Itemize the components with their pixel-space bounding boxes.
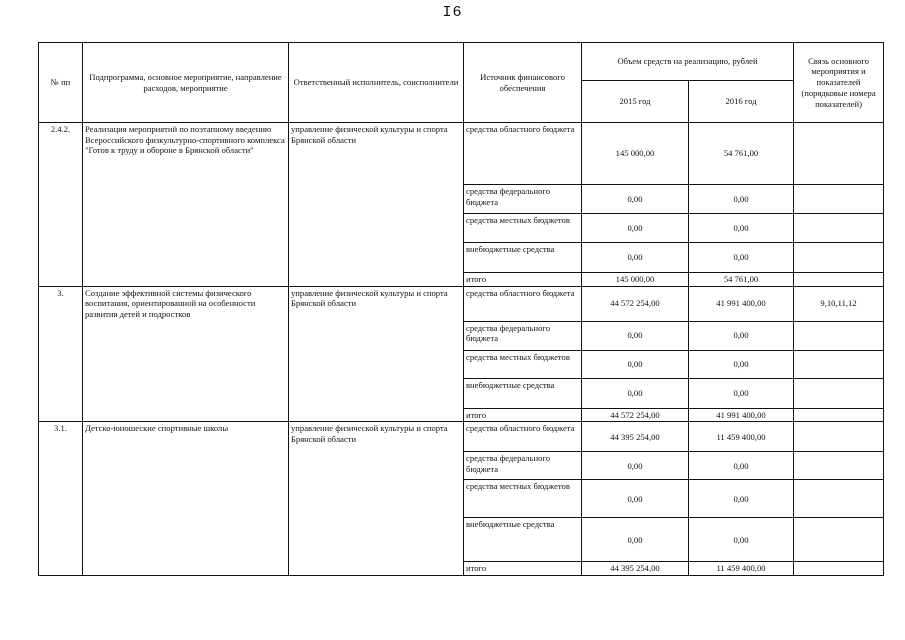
funding-source: итого (464, 273, 582, 287)
header-num: № пп (39, 43, 83, 123)
section-executor: управление физической культуры и спорта Брянской области (289, 286, 464, 422)
amount-2015: 0,00 (582, 243, 689, 273)
amount-2016: 54 761,00 (689, 123, 794, 185)
amount-2016: 0,00 (689, 214, 794, 243)
budget-table (38, 42, 884, 576)
indicator-link (794, 408, 884, 422)
indicator-link (794, 480, 884, 518)
table-row (39, 123, 884, 185)
amount-2016: 54 761,00 (689, 273, 794, 287)
indicator-link (794, 273, 884, 287)
table-header (39, 43, 884, 123)
amount-2015: 44 572 254,00 (582, 286, 689, 321)
amount-2016: 0,00 (689, 518, 794, 562)
header-volume: Объем средств на реализацию, рублей (582, 43, 794, 81)
funding-source: внебюджетные средства (464, 378, 582, 408)
amount-2015: 44 395 254,00 (582, 422, 689, 452)
section-name: Создание эффективной системы физического воспитания, ориентированной на особенности развития детей и подростков (83, 286, 289, 422)
indicator-link (794, 321, 884, 350)
indicator-link (794, 452, 884, 480)
amount-2015: 44 395 254,00 (582, 562, 689, 576)
amount-2015: 0,00 (582, 321, 689, 350)
funding-source: средства областного бюджета (464, 422, 582, 452)
amount-2015: 0,00 (582, 518, 689, 562)
indicator-link (794, 185, 884, 214)
indicator-link (794, 123, 884, 185)
funding-source: средства федерального бюджета (464, 452, 582, 480)
funding-source: средства областного бюджета (464, 123, 582, 185)
amount-2015: 44 572 254,00 (582, 408, 689, 422)
table-row (39, 422, 884, 452)
section-number: 2.4.2. (39, 123, 83, 287)
amount-2016: 0,00 (689, 185, 794, 214)
section-name: Детско-юношеские спортивные школы (83, 422, 289, 576)
funding-source: средства областного бюджета (464, 286, 582, 321)
amount-2015: 0,00 (582, 214, 689, 243)
amount-2016: 0,00 (689, 350, 794, 378)
amount-2016: 0,00 (689, 321, 794, 350)
amount-2016: 11 459 400,00 (689, 562, 794, 576)
indicator-link (794, 243, 884, 273)
indicator-link (794, 378, 884, 408)
header-executor: Ответственный исполнитель, соисполнители (289, 43, 464, 123)
amount-2015: 0,00 (582, 378, 689, 408)
funding-source: внебюджетные средства (464, 243, 582, 273)
indicator-link (794, 422, 884, 452)
amount-2016: 41 991 400,00 (689, 408, 794, 422)
header-program: Подпрограмма, основное мероприятие, направление расходов, мероприятие (83, 43, 289, 123)
amount-2016: 0,00 (689, 480, 794, 518)
header-source: Источник финансового обеспечения (464, 43, 582, 123)
section-name: Реализация мероприятий по поэтапному введению Всероссийского физкультурно-спортивного комплекса "Готов к труду и обороне в Брянской области" (83, 123, 289, 287)
table-body (39, 123, 884, 576)
funding-source: средства федерального бюджета (464, 185, 582, 214)
amount-2016: 41 991 400,00 (689, 286, 794, 321)
funding-source: средства местных бюджетов (464, 480, 582, 518)
funding-source: внебюджетные средства (464, 518, 582, 562)
indicator-link (794, 518, 884, 562)
page-number: I6 (442, 4, 463, 21)
header-year-2015: 2015 год (582, 81, 689, 123)
funding-source: средства местных бюджетов (464, 350, 582, 378)
amount-2015: 0,00 (582, 350, 689, 378)
section-number: 3. (39, 286, 83, 422)
amount-2015: 145 000,00 (582, 273, 689, 287)
funding-source: средства федерального бюджета (464, 321, 582, 350)
funding-source: средства местных бюджетов (464, 214, 582, 243)
header-year-2016: 2016 год (689, 81, 794, 123)
amount-2016: 0,00 (689, 452, 794, 480)
indicator-link (794, 350, 884, 378)
indicator-link (794, 562, 884, 576)
section-number: 3.1. (39, 422, 83, 576)
amount-2015: 145 000,00 (582, 123, 689, 185)
section-executor: управление физической культуры и спорта Брянской области (289, 123, 464, 287)
amount-2016: 11 459 400,00 (689, 422, 794, 452)
amount-2015: 0,00 (582, 185, 689, 214)
funding-source: итого (464, 562, 582, 576)
funding-source: итого (464, 408, 582, 422)
amount-2015: 0,00 (582, 452, 689, 480)
indicator-link (794, 214, 884, 243)
amount-2016: 0,00 (689, 378, 794, 408)
table-row (39, 286, 884, 321)
header-link: Связь основного мероприятия и показателей (порядковые номера показателей) (794, 43, 884, 123)
amount-2016: 0,00 (689, 243, 794, 273)
indicator-link: 9,10,11,12 (794, 286, 884, 321)
section-executor: управление физической культуры и спорта Брянской области (289, 422, 464, 576)
amount-2015: 0,00 (582, 480, 689, 518)
